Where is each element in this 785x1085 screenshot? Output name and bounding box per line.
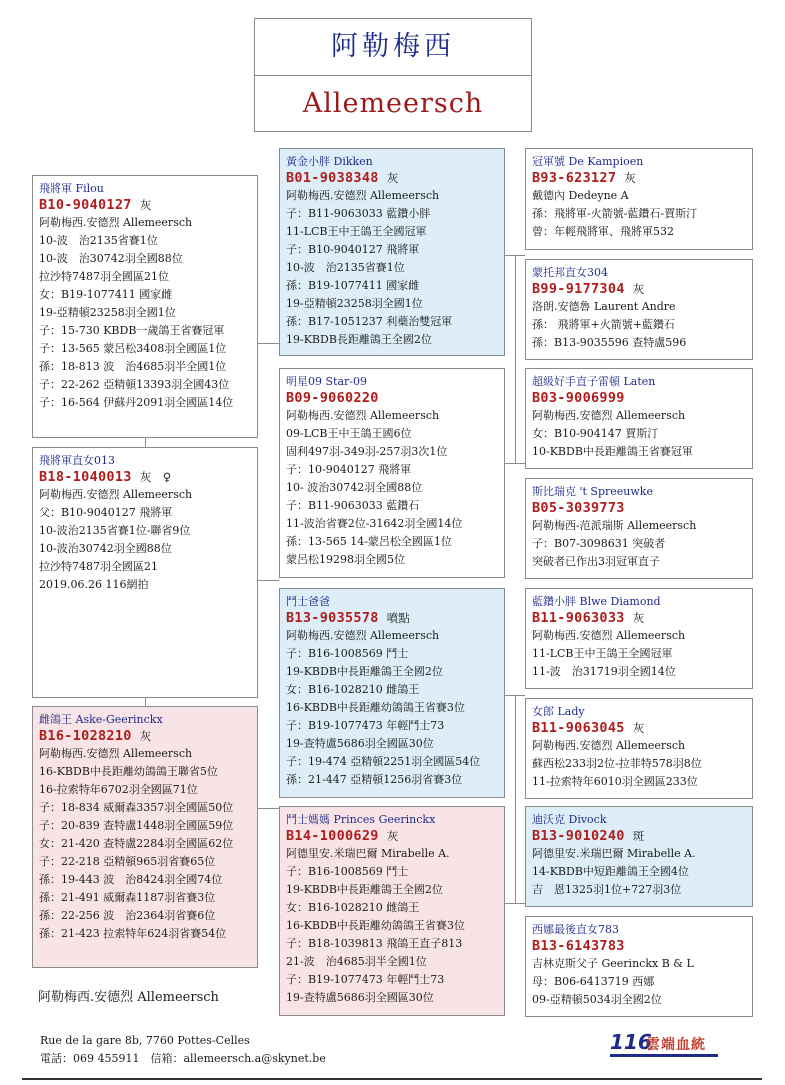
connector-line	[505, 463, 525, 464]
ring-row	[39, 727, 251, 745]
info-line: 阿勒梅西.安德烈 Allemeersch	[286, 189, 440, 202]
ring-number: B93-623127	[532, 170, 617, 186]
info-line: 子：10-9040127 飛將軍	[286, 463, 412, 476]
ring-number: B11-9063033	[532, 610, 625, 626]
pigeon-color: 噴點	[386, 611, 410, 625]
owner-title-cn: 阿勒梅西	[255, 19, 531, 76]
ring-number: B13-9035578	[286, 610, 379, 626]
info-line: 子：22-218 亞精頓965羽省賽65位	[39, 855, 216, 868]
info-line: 11-LCB王中王鴿王全國冠軍	[286, 225, 427, 238]
info-line: 吉 恩1325羽1位+727羽3位	[532, 883, 682, 896]
info-line: 子：B11-9063033 藍鑽小胖	[286, 207, 431, 220]
info-line: 子：16-564 伊蘇丹2091羽全國區14位	[39, 396, 234, 409]
info-line: 蒙呂松19298羽全國5位	[286, 553, 405, 566]
ring-row	[532, 499, 746, 517]
info-line: 女：B16-1028210 雌鴿王	[286, 683, 420, 696]
info-line: 11-拉索特年6010羽全國區233位	[532, 775, 698, 788]
address-line: Rue de la gare 8b, 7760 Pottes-Celles	[40, 1034, 250, 1047]
ring-number: B03-9006999	[532, 390, 625, 406]
info-line: 女：B19-1077411 國家雌	[39, 288, 173, 301]
info-line: 11-波治省賽2位-31642羽全國14位	[286, 517, 463, 530]
pigeon-name: 雌鴿王 Aske-Geerinckx	[39, 713, 163, 726]
info-line: 阿勒梅西.安德烈 Allemeersch	[532, 629, 686, 642]
info-line: 孫：B13-9035596 查特盧596	[532, 336, 687, 349]
info-line: 子：20-839 查特盧1448羽全國區59位	[39, 819, 234, 832]
sire-sire-card[interactable]	[279, 148, 505, 356]
pigeon-name: 西娜最後直女783	[532, 923, 619, 936]
logo-text: 雲端血統	[646, 1037, 706, 1053]
info-line: 10-波治2135省賽1位-聯省9位	[39, 524, 191, 537]
pigeon-color: 灰	[624, 171, 636, 185]
info-line: 16-KBDB中長距離幼鴿鴿王省賽3位	[286, 919, 465, 932]
dam-card[interactable]	[32, 447, 258, 698]
ring-number: B10-9040127	[39, 197, 132, 213]
info-line: 子：B07-3098631 突破者	[532, 537, 666, 550]
pigeon-color: 灰	[632, 282, 645, 296]
pigeon-name: 鬥士爸爸	[286, 595, 330, 608]
ggp-card-6[interactable]	[525, 698, 753, 799]
info-line: 19-查特盧5686羽全國區30位	[286, 737, 434, 750]
ring-row	[286, 169, 498, 187]
info-line: 子：B10-9040127 飛將軍	[286, 243, 420, 256]
info-line: 孫：飛將軍-火箭號-藍鑽石-賈斯汀	[532, 207, 698, 220]
ring-number: B13-6143783	[532, 938, 625, 954]
connector-line	[515, 695, 516, 903]
pigeon-color: 灰 ♀	[139, 470, 172, 484]
info-line: 11-波 治31719羽全國14位	[532, 665, 676, 678]
owner-title-en: Allemeersch	[302, 88, 484, 119]
info-line: 16-KBDB中長距離幼鴿鴿王省賽3位	[286, 701, 465, 714]
ggp-card-3[interactable]	[525, 368, 753, 469]
info-line: 10-波 治2135省賽1位	[286, 261, 405, 274]
info-line: 洛朗.安德魯 Laurent Andre	[532, 300, 676, 313]
connector-line	[257, 808, 279, 809]
connector-line	[257, 580, 279, 581]
ring-row	[39, 196, 251, 214]
info-line: 阿勒梅西-范派瑞斯 Allemeersch	[532, 519, 697, 532]
info-line: 孫：B17-1051237 利蘗治雙冠軍	[286, 315, 453, 328]
pigeon-color: 灰	[386, 171, 399, 185]
ring-row	[286, 609, 498, 627]
info-line: 女：21-420 查特盧2284羽全國區62位	[39, 837, 234, 850]
info-line: 曾：年輕飛將軍、飛將軍532	[532, 225, 674, 238]
info-line: 阿德里安.米瑞巴爾 Mirabelle A.	[532, 847, 696, 860]
ring-number: B01-9038348	[286, 170, 379, 186]
connector-line	[257, 343, 279, 344]
connector-line	[505, 695, 525, 696]
info-line: 子：B19-1077473 年輕鬥士73	[286, 719, 445, 732]
pigeon-color: 灰	[632, 611, 645, 625]
info-line: 孫：18-813 波 治4685羽半全國1位	[39, 360, 227, 373]
info-line: 女：B16-1028210 雌鴿王	[286, 901, 420, 914]
ring-number: B18-1040013	[39, 469, 132, 485]
info-line: 10- 波治30742羽全國88位	[286, 481, 423, 494]
info-line: 19-亞精頓23258羽全國1位	[286, 297, 423, 310]
info-line: 孫：21-423 拉索特年624羽省賽54位	[39, 927, 227, 940]
info-line: 子：B11-9063033 藍鑽石	[286, 499, 420, 512]
pigeon-name: 超級好手直子雷頓 Laten	[532, 375, 656, 388]
ggp-card-4[interactable]	[525, 478, 753, 579]
info-line: 孫： 飛將軍+火箭號+藍鑽石	[532, 318, 675, 331]
ggp-card-2[interactable]	[525, 259, 753, 360]
info-line: 16-拉索特年6702羽全國區71位	[39, 783, 198, 796]
info-line: 11-LCB王中王鴿王全國冠軍	[532, 647, 673, 660]
pigeon-name: 藍鑽小胖 Blwe Diamond	[532, 595, 661, 608]
pigeon-name: 黃金小胖 Dikken	[286, 155, 373, 168]
ring-row	[286, 389, 498, 407]
dam-sire-dam-card[interactable]	[279, 806, 505, 1016]
info-line: 子：15-730 KBDB一歲鴿王省賽冠軍	[39, 324, 225, 337]
ring-number: B13-9010240	[532, 828, 625, 844]
ring-number: B05-3039773	[532, 500, 625, 516]
info-line: 09-亞精頓5034羽全國2位	[532, 993, 662, 1006]
info-line: 2019.06.26 116網拍	[39, 578, 149, 591]
connector-line	[505, 903, 525, 904]
contact-block	[40, 1032, 326, 1068]
ring-row	[532, 827, 746, 845]
pigeon-name: 斯比瑞克 't Spreeuwke	[532, 485, 653, 498]
connector-line	[515, 255, 516, 463]
ring-row	[532, 719, 746, 737]
ring-row	[286, 827, 498, 845]
pedigree-title-box	[254, 18, 532, 132]
pigeon-name: 冠軍號 De Kampioen	[532, 155, 644, 168]
ring-row	[532, 389, 746, 407]
info-line: 19-查特盧5686羽全國區30位	[286, 991, 434, 1004]
bottom-divider	[22, 1078, 762, 1080]
info-line: 阿勒梅西.安德烈 Allemeersch	[39, 216, 193, 229]
info-line: 阿勒梅西.安德烈 Allemeersch	[39, 747, 193, 760]
info-line: 10-波 治2135省賽1位	[39, 234, 158, 247]
pigeon-name: 迪沃克 Divock	[532, 813, 607, 826]
info-line: 子：B16-1008569 鬥士	[286, 865, 409, 878]
info-line: 阿勒梅西.安德烈 Allemeersch	[532, 739, 686, 752]
info-line: 孫：B19-1077411 國家雌	[286, 279, 420, 292]
info-line: 14-KBDB中短距離鴿王全國4位	[532, 865, 689, 878]
info-line: 拉沙特7487羽全國區21	[39, 560, 158, 573]
contact-line: 電話：069 455911 信箱：allemeersch.a@skynet.be	[40, 1052, 326, 1065]
info-line: 19-KBDB長距離鴿王全國2位	[286, 333, 432, 346]
ggp-card-8[interactable]	[525, 916, 753, 1017]
info-line: 子：18-834 威爾森3357羽全國區50位	[39, 801, 234, 814]
pigeon-color: 斑	[632, 829, 645, 843]
info-line: 子：B16-1008569 鬥士	[286, 647, 409, 660]
info-line: 父：B10-9040127 飛將軍	[39, 506, 173, 519]
pigeon-color: 灰	[632, 721, 645, 735]
info-line: 阿勒梅西.安德烈 Allemeersch	[286, 629, 440, 642]
connector-line	[505, 255, 525, 256]
ring-number: B16-1028210	[39, 728, 132, 744]
ring-row	[532, 169, 746, 187]
info-line: 阿勒梅西.安德烈 Allemeersch	[39, 488, 193, 501]
info-line: 母：B06-6413719 西娜	[532, 975, 655, 988]
info-line: 子：22-262 亞精頓13393羽全國43位	[39, 378, 230, 391]
info-line: 19-KBDB中長距離鴿王全國2位	[286, 665, 443, 678]
info-line: 戴德內 Dedeyne A	[532, 189, 629, 202]
ggp-card-1[interactable]	[525, 148, 753, 250]
info-line: 10-KBDB中長距離鴿王省賽冠軍	[532, 445, 693, 458]
ring-number: B14-1000629	[286, 828, 379, 844]
logo-number: 116	[610, 1030, 652, 1054]
ggp-card-5[interactable]	[525, 588, 753, 689]
ring-number: B09-9060220	[286, 390, 379, 406]
connector-line	[145, 698, 146, 706]
pigeon-name: 明星09 Star-09	[286, 375, 367, 388]
info-line: 阿勒梅西.安德烈 Allemeersch	[532, 409, 686, 422]
info-line: 子：B18-1039813 飛鴿王直子813	[286, 937, 463, 950]
dam-sire-sire-card[interactable]	[279, 588, 505, 798]
info-line: 子：19-474 亞精頓2251羽全國區54位	[286, 755, 481, 768]
info-line: 孫：21-491 威爾森1187羽省賽3位	[39, 891, 216, 904]
info-line: 10-波 治30742羽全國88位	[39, 252, 183, 265]
pigeon-color: 灰	[139, 198, 152, 212]
info-line: 09-LCB王中王鴿王國6位	[286, 427, 412, 440]
connector-line	[145, 438, 146, 447]
info-line: 孫：19-443 波 治8424羽全國74位	[39, 873, 223, 886]
ring-row	[532, 609, 746, 627]
info-line: 10-波治30742羽全國88位	[39, 542, 172, 555]
brand-logo[interactable]	[610, 1030, 722, 1058]
info-line: 蘇西松233羽2位-拉菲特578羽8位	[532, 757, 702, 770]
info-line: 孫：21-447 亞精頓1256羽省賽3位	[286, 773, 463, 786]
pigeon-color: 灰	[139, 729, 152, 743]
info-line: 16-KBDB中長距離幼鴿鴿王聯省5位	[39, 765, 218, 778]
info-line: 19-KBDB中長距離鴿王全國2位	[286, 883, 443, 896]
sire-card[interactable]	[32, 175, 258, 438]
logo-underline	[610, 1054, 718, 1057]
pigeon-name: 飛將軍 Filou	[39, 182, 104, 195]
info-line: 孫：13-565 14-蒙呂松全國區1位	[286, 535, 452, 548]
info-line: 21-波 治4685羽半全國1位	[286, 955, 427, 968]
info-line: 吉林克斯父子 Geerinckx B & L	[532, 957, 694, 970]
ring-row	[532, 937, 746, 955]
info-line: 拉沙特7487羽全國區21位	[39, 270, 169, 283]
pigeon-name: 蒙托邦直女304	[532, 266, 608, 279]
pigeon-name: 鬥士媽媽 Princes Geerinckx	[286, 813, 436, 826]
dam-sire-card[interactable]	[32, 706, 258, 968]
pigeon-name: 飛將軍直女013	[39, 454, 115, 467]
info-line: 孫：22-256 波 治2364羽省賽6位	[39, 909, 216, 922]
ring-number: B11-9063045	[532, 720, 625, 736]
info-line: 突破者已作出3羽冠軍直子	[532, 555, 660, 568]
ring-number: B99-9177304	[532, 281, 625, 297]
info-line: 子：B19-1077473 年輕鬥士73	[286, 973, 445, 986]
info-line: 阿勒梅西.安德烈 Allemeersch	[286, 409, 440, 422]
ring-row	[39, 468, 251, 486]
ring-row	[532, 280, 746, 298]
owner-name: 阿勒梅西.安德烈 Allemeersch	[38, 990, 219, 1005]
sire-dam-card[interactable]	[279, 368, 505, 578]
info-line: 阿德里安.米瑞巴爾 Mirabelle A.	[286, 847, 450, 860]
ggp-card-7[interactable]	[525, 806, 753, 907]
info-line: 女：B10-904147 賈斯汀	[532, 427, 659, 440]
info-line: 固利497羽-349羽-257羽3次1位	[286, 445, 448, 458]
pigeon-color: 灰	[386, 829, 399, 843]
pigeon-name: 女郎 Lady	[532, 705, 585, 718]
info-line: 子：13-565 蒙呂松3408羽全國區1位	[39, 342, 227, 355]
info-line: 19-亞精頓23258羽全國1位	[39, 306, 176, 319]
